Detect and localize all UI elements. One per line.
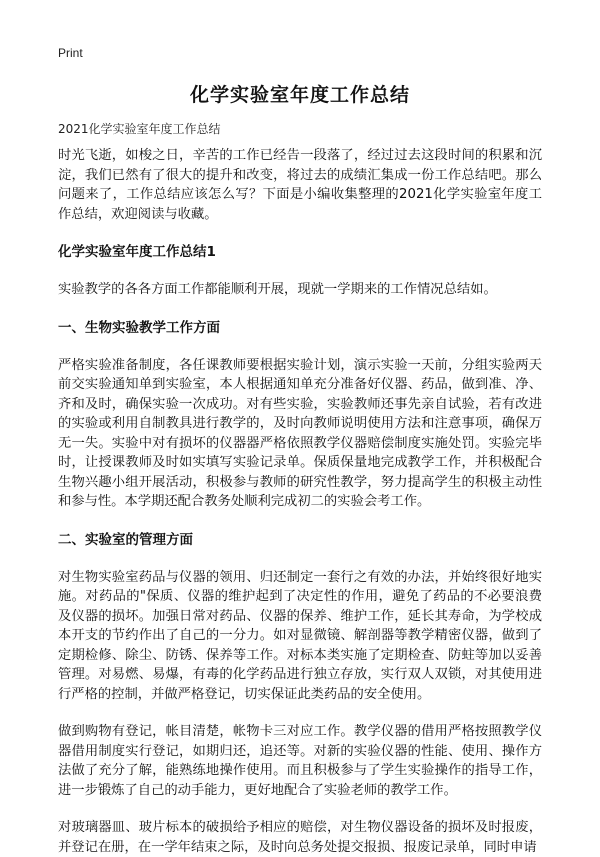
document-title: 化学实验室年度工作总结 [189, 84, 410, 106]
section-heading: 化学实验室年度工作总结1 [58, 244, 216, 260]
print-label: Print [58, 46, 83, 60]
document-subtitle: 2021化学实验室年度工作总结 [58, 122, 221, 136]
document-body [58, 146, 542, 857]
intro-paragraph: 时光飞逝，如梭之日，辛苦的工作已经告一段落了，经过过去这段时间的积累和沉淀，我们已然有了很大的提升和改变，将过去的成绩汇集成一份工作总结吧。那么问题来了，工作总结应该怎么写？下面是小编收集整理的2021化学实验室年度工作总结，欢迎阅读与收藏。 [58, 148, 542, 222]
section-intro-paragraph: 实验教学的各各方面工作都能顺利开展，现就一学期来的工作情况总结如。 [58, 282, 497, 297]
part2-paragraph-3: 对玻璃器皿、玻片标本的破损给予相应的赔偿，对生物仪器设备的损坏及时报废，并登记在册，在一学年结束之际，及时向总务处提交报损、报废记录单，同时申请 [58, 820, 542, 855]
part2-paragraph-2: 做到购物有登记，帐目清楚，帐物卡三对应工作。教学仪器的借用严格按照教学仪器借用制度实行登记，如期归还，追还等。对新的实验仪器的性能、使用、操作方法做了充分了解，能熟练地操作使用。而且积极参与了学生实验操作的指导工作，进一步锻炼了自己的动手能力，更好地配合了实验老师的教学工作。 [58, 724, 542, 798]
part2-heading: 二、实验室的管理方面 [58, 531, 193, 548]
part1-heading: 一、生物实验教学工作方面 [58, 319, 220, 336]
part1-paragraph: 严格实验准备制度，各任课教师要根据实验计划，演示实验一天前，分组实验两天前交实验通知单到实验室，本人根据通知单充分准备好仪器、药品，做到准、净、齐和及时，确保实验一次成功。对有些实验，实验教师还事先亲自试验，若有改进的实验或利用自制教具进行教学的，及时向教师说明使用方法和注意事项，确保万无一失。实验中对有损坏的仪器器严格依照教学仪器赔偿制度实施处罚。实验完毕时，让授课教师及时如实填写实验记录单。保质保量地完成教学工作，并积极配合生物兴趣小组开展活动，积极参与教师的研究性教学，努力提高学生的积极主动性和参与性。本学期还配合教务处顺利完成初二的实验会考工作。 [58, 357, 542, 509]
part2-paragraph-1: 对生物实验室药品与仪器的领用、归还制定一套行之有效的办法，并始终很好地实施。对药品的"保质、仪器的维护起到了决定性的作用，避免了药品的不必要浪费及仪器的损坏。加强日常对药品、仪器的保养、维护工作，延长其寿命，为学校成本开支的节约作出了自己的一分力。如对显微镜、解剖器等教学精密仪器，做到了定期检修、除尘、防锈、保养等工作。对标本类实施了定期检查、防蛀等加以妥善管理。对易燃、易爆，有毒的化学药品进行独立存放，实行双人双锁，对其使用进行严格的控制，并做严格登记，切实保证此类药品的安全使用。 [58, 569, 542, 702]
